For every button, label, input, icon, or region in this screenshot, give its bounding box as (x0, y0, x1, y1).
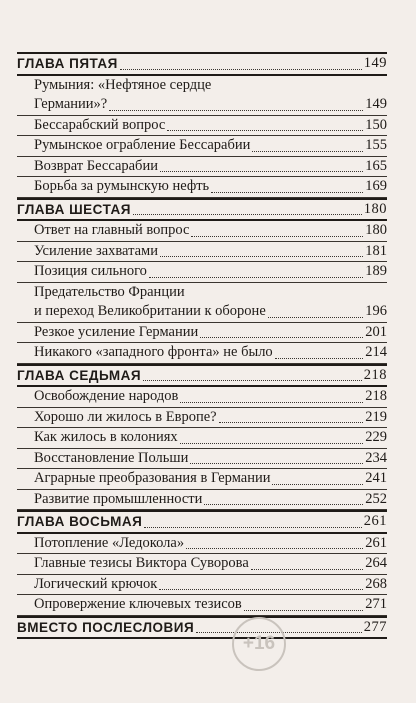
toc-entry-row[interactable] (17, 469, 387, 490)
entry-title: Румынское ограбление Бессарабии (34, 137, 251, 153)
page-number: 150 (365, 116, 387, 133)
entry-title: Освобождение народов (34, 388, 179, 404)
dot-leader (109, 110, 363, 111)
page-number: 180 (365, 222, 387, 238)
chapter-title: ГЛАВА СЕДЬМАЯ (17, 367, 142, 383)
dot-leader (149, 277, 363, 278)
dot-leader (186, 548, 363, 549)
toc-entry-row[interactable] (17, 323, 387, 344)
dot-leader (180, 443, 364, 444)
dot-leader (180, 402, 363, 403)
page-number: 214 (365, 344, 387, 360)
entry-title: Ответ на главный вопрос (34, 222, 190, 238)
page-number: 169 (365, 178, 387, 194)
entry-title: Как жилось в колониях (34, 429, 178, 445)
toc-entry-row[interactable] (17, 575, 387, 596)
toc-entry-row[interactable] (17, 177, 387, 198)
dot-leader (219, 422, 364, 423)
dot-leader (252, 151, 363, 152)
toc-chapter-row[interactable] (17, 616, 387, 640)
page-number: 252 (365, 490, 387, 507)
entry-title: Борьба за румынскую нефть (34, 178, 210, 194)
toc-entry-row[interactable] (17, 490, 387, 511)
page-number: 218 (365, 388, 387, 404)
toc-chapter-row[interactable] (17, 510, 387, 534)
dot-leader (167, 130, 363, 131)
page-number: 264 (365, 555, 387, 571)
entry-title: Бессарабский вопрос (34, 116, 166, 133)
entry-title: Восстановление Польши (34, 449, 189, 466)
page-number: 181 (365, 242, 387, 259)
entry-title: Хорошо ли жилось в Европе? (34, 408, 217, 425)
toc-entry-row[interactable] (17, 262, 387, 283)
dot-leader (159, 589, 363, 590)
entry-title: Резкое усиление Германии (34, 323, 199, 340)
chapter-title: ВМЕСТО ПОСЛЕСЛОВИЯ (17, 619, 195, 635)
toc-entry-row[interactable] (17, 387, 387, 408)
dot-leader (200, 337, 363, 338)
page-number: 155 (365, 137, 387, 153)
page-number: 271 (365, 596, 387, 612)
dot-leader (211, 192, 363, 193)
page-number: 241 (365, 470, 387, 486)
page-number: 219 (365, 408, 387, 425)
entry-title-line2: и переход Великобритании к обороне (34, 303, 266, 319)
toc-entry-row[interactable] (17, 428, 387, 449)
entry-title-line1: Румыния: «Нефтяное сердце (34, 76, 212, 93)
entry-title: Потопление «Ледокола» (34, 534, 185, 551)
toc-entry-row-line1[interactable] (17, 283, 387, 303)
toc-entry-row-line2[interactable] (17, 302, 387, 323)
dot-leader (190, 463, 363, 464)
dot-leader (160, 256, 363, 257)
page-number: 149 (363, 55, 387, 71)
page-number: 218 (363, 366, 387, 383)
toc-chapter-row[interactable] (17, 364, 387, 388)
page-number: 234 (365, 449, 387, 466)
chapter-title: ГЛАВА ПЯТАЯ (17, 56, 118, 71)
dot-leader (120, 69, 362, 70)
dot-leader (133, 214, 362, 215)
toc-entry-row[interactable] (17, 116, 387, 137)
toc-entry-row[interactable] (17, 221, 387, 242)
dot-leader (244, 610, 364, 611)
toc-entry-row[interactable] (17, 242, 387, 263)
dot-leader (272, 484, 363, 485)
toc-entry-row[interactable] (17, 408, 387, 429)
page-number: 277 (363, 618, 387, 635)
entry-title: Никакого «западного фронта» не было (34, 344, 273, 360)
page-number: 261 (363, 513, 387, 529)
page-number: 229 (365, 429, 387, 445)
chapter-title: ГЛАВА ВОСЬМАЯ (17, 514, 143, 529)
dot-leader (143, 380, 362, 381)
page-number: 201 (365, 323, 387, 340)
toc-entry-row[interactable] (17, 449, 387, 470)
toc-chapter-row[interactable] (17, 52, 387, 76)
toc-entry-row[interactable] (17, 554, 387, 575)
entry-title: Логический крючок (34, 575, 158, 592)
toc-entry-row[interactable] (17, 534, 387, 555)
entry-title: Развитие промышленности (34, 490, 203, 507)
toc-entry-row-line2[interactable] (17, 95, 387, 116)
entry-title: Позиция сильного (34, 263, 147, 279)
page-number: 189 (365, 263, 387, 279)
table-of-contents (17, 52, 387, 639)
toc-entry-row[interactable] (17, 595, 387, 616)
dot-leader (268, 317, 363, 318)
entry-title: Возврат Бессарабии (34, 157, 158, 174)
page-number: 180 (363, 200, 387, 217)
dot-leader (191, 236, 363, 237)
dot-leader (275, 358, 364, 359)
chapter-title: ГЛАВА ШЕСТАЯ (17, 201, 131, 217)
toc-entry-row[interactable] (17, 136, 387, 157)
page-number: 149 (365, 96, 387, 112)
toc-entry-row[interactable] (17, 343, 387, 364)
entry-title-line1: Предательство Франции (34, 283, 185, 300)
page-number: 268 (365, 575, 387, 592)
page-number: 165 (365, 157, 387, 174)
dot-leader (160, 171, 363, 172)
entry-title: Усиление захватами (34, 242, 158, 259)
dot-leader (144, 527, 361, 528)
toc-chapter-row[interactable] (17, 198, 387, 222)
dot-leader (204, 504, 363, 505)
entry-title: Аграрные преобразования в Германии (34, 470, 271, 486)
age-rating-stamp: +16 (232, 617, 286, 671)
page-number: 196 (365, 303, 387, 319)
entry-title: Опровержение ключевых тезисов (34, 596, 242, 612)
entry-title: Главные тезисы Виктора Суворова (34, 555, 249, 571)
entry-title-line2: Германии»? (34, 96, 108, 112)
dot-leader (251, 569, 363, 570)
toc-entry-row-line1[interactable] (17, 76, 387, 96)
page-number: 261 (365, 534, 387, 551)
toc-entry-row[interactable] (17, 157, 387, 178)
